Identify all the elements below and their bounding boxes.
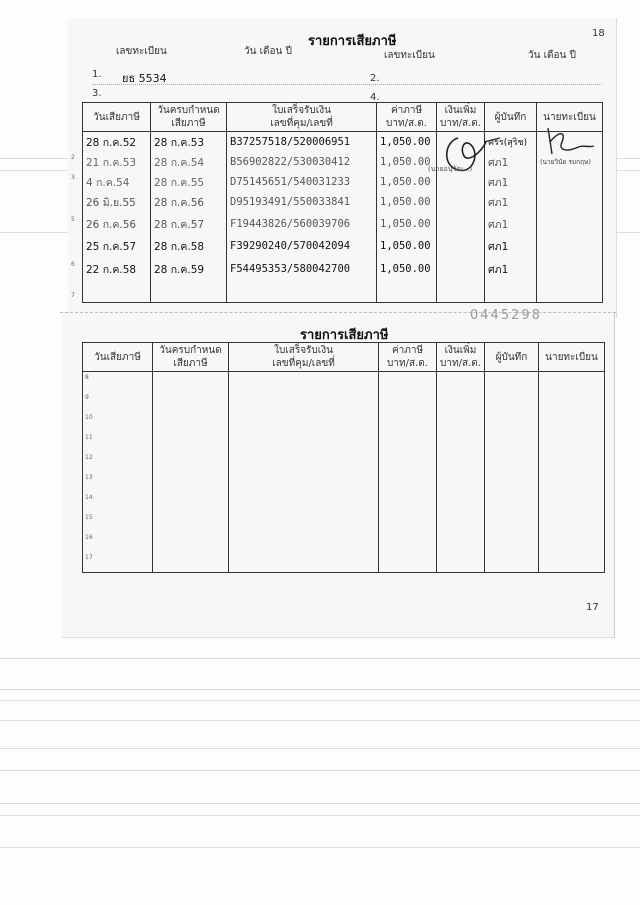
extra-amount bbox=[437, 192, 485, 212]
tax-amount bbox=[379, 472, 437, 492]
extra-amount bbox=[437, 212, 485, 236]
tax-amount bbox=[379, 492, 437, 512]
table-row bbox=[83, 152, 603, 172]
tax-record-page-bottom bbox=[62, 308, 615, 638]
registration-value: ยธ 5534 bbox=[122, 72, 167, 85]
scan-line bbox=[0, 803, 640, 804]
due-date: 28 ก.ค.55 bbox=[151, 172, 227, 192]
receipt-number: F54495353/580042700 bbox=[227, 256, 377, 282]
scan-line bbox=[0, 689, 640, 690]
column-header: นายทะเบียน bbox=[539, 343, 605, 372]
receipt-number: F39290240/570042094 bbox=[227, 236, 377, 256]
table-row bbox=[83, 472, 605, 492]
recorder bbox=[485, 392, 539, 412]
column-header: ใบเสร็จรับเงิน เลขที่คุม/เลขที่ bbox=[229, 343, 379, 372]
recorder: ศภ1 bbox=[485, 172, 537, 192]
due-date bbox=[153, 392, 229, 412]
registration-number: 1. bbox=[92, 69, 102, 80]
paid-date: 6 22 ก.ค.58 bbox=[83, 256, 151, 282]
registrar bbox=[539, 532, 605, 552]
due-date bbox=[153, 472, 229, 492]
row-number: 11 bbox=[85, 434, 93, 441]
tax-amount: 1,050.00 bbox=[377, 192, 437, 212]
table-row bbox=[83, 172, 603, 192]
recorder bbox=[485, 472, 539, 492]
registrar bbox=[537, 282, 603, 303]
tax-amount bbox=[379, 552, 437, 573]
recorder bbox=[485, 412, 539, 432]
table-row bbox=[83, 452, 605, 472]
row-number: 3 bbox=[71, 173, 75, 181]
row-number: 17 bbox=[85, 554, 93, 561]
column-header: เงินเพิ่ม บาท/ส.ต. bbox=[437, 103, 485, 132]
paid-date: 25 ก.ค.57 bbox=[83, 236, 151, 256]
column-header: ผู้บันทึก bbox=[485, 103, 537, 132]
paid-date bbox=[83, 412, 153, 432]
due-date bbox=[153, 512, 229, 532]
due-date: 28 ก.ค.57 bbox=[151, 212, 227, 236]
tax-amount: 1,050.00 bbox=[377, 132, 437, 153]
registrar bbox=[539, 392, 605, 412]
registrar-signature bbox=[536, 124, 596, 164]
table-row bbox=[83, 532, 605, 552]
registrar bbox=[537, 212, 603, 236]
page-title: รายการเสียภาษี bbox=[308, 34, 397, 49]
scan-line bbox=[0, 748, 640, 749]
recorder: ศภ1 bbox=[485, 236, 537, 256]
row-number: 14 bbox=[85, 494, 93, 501]
table-row bbox=[83, 256, 603, 282]
registration-number: 4. bbox=[370, 92, 380, 103]
serial-stamp: 0445298 bbox=[470, 308, 542, 323]
table-row bbox=[83, 552, 605, 573]
scan-line bbox=[0, 847, 640, 848]
registration-header: เลขทะเบียน bbox=[116, 46, 167, 57]
row-number: 16 bbox=[85, 534, 93, 541]
extra-amount bbox=[437, 372, 485, 393]
recorder bbox=[485, 552, 539, 573]
column-header: ผู้บันทึก bbox=[485, 343, 539, 372]
extra-amount bbox=[437, 452, 485, 472]
column-header: ค่าภาษี บาท/ส.ต. bbox=[377, 103, 437, 132]
registrar bbox=[539, 412, 605, 432]
paid-date bbox=[83, 452, 153, 472]
registrar bbox=[539, 492, 605, 512]
column-header: วันเสียภาษี bbox=[83, 103, 151, 132]
table-row bbox=[83, 282, 603, 303]
table-row bbox=[83, 492, 605, 512]
paid-date: 5 26 ก.ค.56 bbox=[83, 212, 151, 236]
table-row bbox=[83, 412, 605, 432]
extra-amount bbox=[437, 282, 485, 303]
receipt-number bbox=[229, 472, 379, 492]
receipt-number bbox=[229, 372, 379, 393]
date-header: วัน เดือน ปี bbox=[244, 46, 292, 57]
signature-note: (นายอนุวัฒ...) bbox=[428, 165, 473, 173]
tax-amount bbox=[377, 282, 437, 303]
table-row bbox=[83, 192, 603, 212]
tax-record-page-top bbox=[68, 18, 617, 318]
due-date bbox=[151, 282, 227, 303]
row-number: 10 bbox=[85, 414, 93, 421]
table-row bbox=[83, 432, 605, 452]
table-row bbox=[83, 392, 605, 412]
column-header: วันเสียภาษี bbox=[83, 343, 153, 372]
registration-number: 3. bbox=[92, 88, 102, 99]
due-date: 28 ก.ค.59 bbox=[151, 256, 227, 282]
paid-date bbox=[83, 372, 153, 393]
registrar bbox=[539, 552, 605, 573]
paid-date bbox=[71, 282, 151, 303]
tax-amount bbox=[379, 532, 437, 552]
column-header: ค่าภาษี บาท/ส.ต. bbox=[379, 343, 437, 372]
divider bbox=[92, 84, 602, 85]
receipt-number: D75145651/540031233 bbox=[227, 172, 377, 192]
page-title: รายการเสียภาษี bbox=[300, 328, 389, 343]
column-header: วันครบกำหนด เสียภาษี bbox=[151, 103, 227, 132]
paid-date: 2 21 ก.ค.53 bbox=[83, 152, 151, 172]
row-number: 8 bbox=[85, 374, 89, 381]
registrar bbox=[539, 372, 605, 393]
row-number: 6 bbox=[71, 260, 75, 268]
receipt-number bbox=[229, 392, 379, 412]
recorder bbox=[485, 492, 539, 512]
recorder bbox=[485, 452, 539, 472]
due-date bbox=[153, 412, 229, 432]
row-number: 2 bbox=[71, 153, 75, 161]
paid-date: 3 4 ก.ค.54 bbox=[83, 172, 151, 192]
row-number: 7 bbox=[71, 292, 75, 299]
table-row bbox=[83, 512, 605, 532]
recorder bbox=[485, 282, 537, 303]
receipt-number bbox=[229, 432, 379, 452]
extra-amount bbox=[437, 512, 485, 532]
registrar: (นายวินัย รมกฤษ) bbox=[537, 152, 603, 172]
paid-date bbox=[83, 532, 153, 552]
tax-amount bbox=[379, 412, 437, 432]
row-number: 13 bbox=[85, 474, 93, 481]
scan-line bbox=[0, 815, 640, 816]
extra-amount bbox=[437, 552, 485, 573]
row-number: 15 bbox=[85, 514, 93, 521]
scan-line bbox=[0, 720, 640, 721]
due-date bbox=[153, 452, 229, 472]
scan-line bbox=[0, 658, 640, 659]
column-header: วันครบกำหนด เสียภาษี bbox=[153, 343, 229, 372]
recorder: ศภ1 bbox=[485, 212, 537, 236]
tax-table-top bbox=[71, 102, 603, 303]
page-number: 17 bbox=[586, 602, 599, 613]
column-header: ใบเสร็จรับเงิน เลขที่คุม/เลขที่ bbox=[227, 103, 377, 132]
due-date: 28 ก.ค.58 bbox=[151, 236, 227, 256]
row-number: 12 bbox=[85, 454, 93, 461]
extra-amount bbox=[437, 492, 485, 512]
recorder bbox=[485, 432, 539, 452]
recorder bbox=[485, 512, 539, 532]
extra-amount bbox=[437, 472, 485, 492]
receipt-number bbox=[229, 552, 379, 573]
tax-amount: 1,050.00 bbox=[377, 152, 437, 172]
recorder: ครร(สุริช) bbox=[485, 132, 537, 153]
receipt-number bbox=[229, 452, 379, 472]
recorder: ศภ1 bbox=[485, 192, 537, 212]
registrar bbox=[539, 432, 605, 452]
registrar bbox=[537, 172, 603, 192]
tax-table-bottom bbox=[82, 342, 605, 573]
column-header: นายทะเบียน bbox=[537, 103, 603, 132]
tax-amount bbox=[379, 432, 437, 452]
extra-amount bbox=[437, 412, 485, 432]
tax-amount bbox=[379, 392, 437, 412]
recorder bbox=[485, 532, 539, 552]
receipt-number: F19443826/560039706 bbox=[227, 212, 377, 236]
due-date: 28 ก.ค.54 bbox=[151, 152, 227, 172]
extra-amount bbox=[437, 256, 485, 282]
registrar bbox=[537, 192, 603, 212]
registrar bbox=[539, 472, 605, 492]
paid-date bbox=[83, 552, 153, 573]
table-row bbox=[83, 236, 603, 256]
tax-amount bbox=[379, 452, 437, 472]
due-date bbox=[153, 432, 229, 452]
receipt-number: D95193491/550033841 bbox=[227, 192, 377, 212]
recorder bbox=[485, 372, 539, 393]
recorder: ศภ1 bbox=[485, 256, 537, 282]
table-row bbox=[83, 372, 605, 393]
extra-amount bbox=[437, 236, 485, 256]
receipt-number bbox=[227, 282, 377, 303]
registration-number: 2. bbox=[370, 73, 380, 84]
extra-amount bbox=[437, 532, 485, 552]
tax-amount bbox=[379, 372, 437, 393]
paid-date bbox=[83, 472, 153, 492]
paid-date: 26 มิ.ย.55 bbox=[83, 192, 151, 212]
registration-header: เลขทะเบียน bbox=[384, 50, 435, 61]
table-row bbox=[83, 132, 603, 153]
table-header bbox=[83, 343, 605, 372]
due-date bbox=[153, 372, 229, 393]
receipt-number: B37257518/520006951 bbox=[227, 132, 377, 153]
paid-date bbox=[83, 432, 153, 452]
table-row bbox=[83, 212, 603, 236]
tax-amount: 1,050.00 bbox=[377, 256, 437, 282]
due-date bbox=[153, 552, 229, 573]
paid-date bbox=[83, 492, 153, 512]
receipt-number bbox=[229, 412, 379, 432]
receipt-number: B56902822/530030412 bbox=[227, 152, 377, 172]
column-header: เงินเพิ่ม บาท/ส.ต. bbox=[437, 343, 485, 372]
scan-line bbox=[0, 770, 640, 771]
extra-amount bbox=[437, 432, 485, 452]
tax-amount: 1,050.00 bbox=[377, 172, 437, 192]
registrar bbox=[537, 236, 603, 256]
due-date: 28 ก.ค.53 bbox=[151, 132, 227, 153]
due-date bbox=[153, 532, 229, 552]
due-date: 28 ก.ค.56 bbox=[151, 192, 227, 212]
tax-amount bbox=[379, 512, 437, 532]
scan-line bbox=[0, 700, 640, 701]
registrar bbox=[537, 256, 603, 282]
registrar bbox=[539, 452, 605, 472]
tax-amount: 1,050.00 bbox=[377, 212, 437, 236]
row-number: 5 bbox=[71, 215, 75, 223]
page-number: 18 bbox=[592, 28, 605, 39]
tax-amount: 1,050.00 bbox=[377, 236, 437, 256]
paid-date: 28 ก.ค.52 bbox=[83, 132, 151, 153]
registrar bbox=[539, 512, 605, 532]
recorder: ศภ1 bbox=[485, 152, 537, 172]
date-header: วัน เดือน ปี bbox=[528, 50, 576, 61]
extra-amount bbox=[437, 392, 485, 412]
paid-date bbox=[83, 392, 153, 412]
due-date bbox=[153, 492, 229, 512]
receipt-number bbox=[229, 492, 379, 512]
table-header bbox=[83, 103, 603, 132]
paid-date bbox=[83, 512, 153, 532]
receipt-number bbox=[229, 532, 379, 552]
row-number: 9 bbox=[85, 394, 89, 401]
receipt-number bbox=[229, 512, 379, 532]
